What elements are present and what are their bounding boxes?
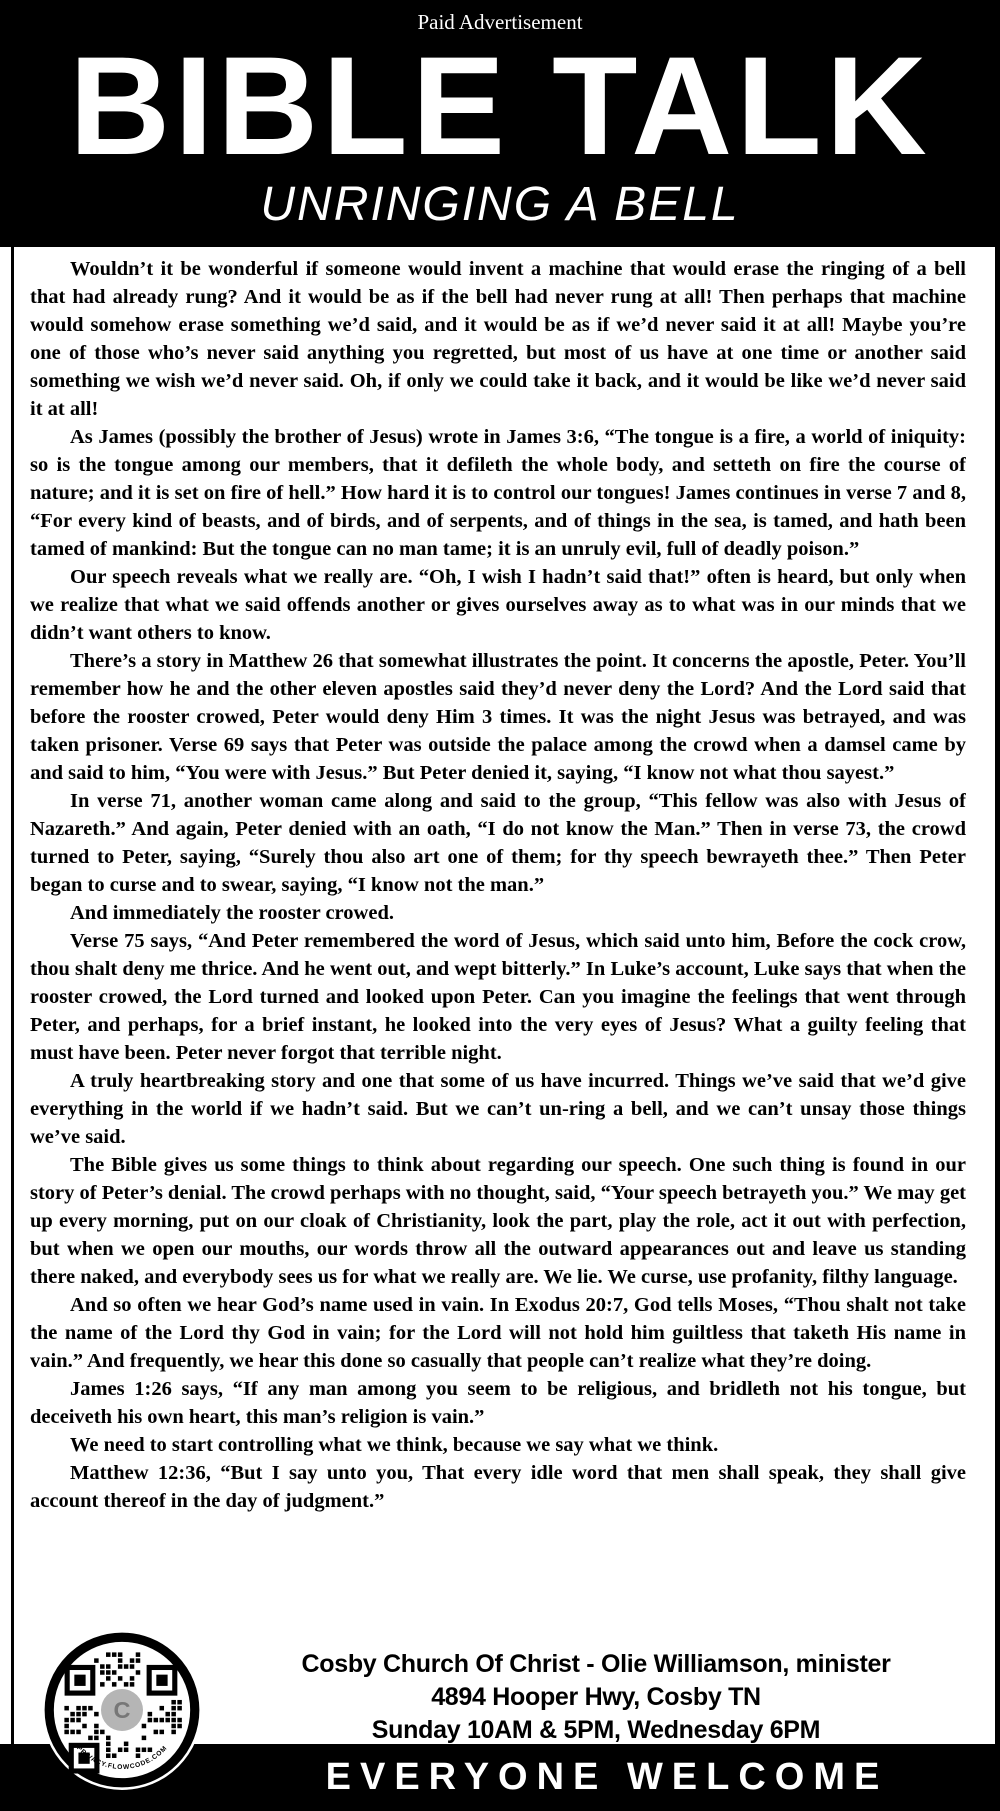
welcome-banner-label: EVERYONE WELCOME bbox=[325, 1756, 889, 1798]
contact-block bbox=[196, 1648, 996, 1747]
article-paragraph: A truly heartbreaking story and one that some of us have incurred. Things we’ve said that we’d give everything in the world if we hadn’t said. But we can’t un-ring a bell, and we can’t unsay those things we’ve said. bbox=[30, 1070, 966, 1148]
article-paragraph: Matthew 12:36, “But I say unto you, That every idle word that men shall speak, they shall give account thereof in the day of judgment.” bbox=[30, 1462, 966, 1512]
qr-code bbox=[40, 1628, 204, 1792]
page-title: BIBLE TALK bbox=[69, 27, 931, 184]
article-body bbox=[30, 255, 966, 1623]
qr-code-icon bbox=[40, 1628, 204, 1792]
contact-line-address: 4894 Hooper Hwy, Cosby TN bbox=[431, 1683, 761, 1711]
article-paragraph: The Bible gives us some things to think about regarding our speech. One such thing is found in our story of Peter’s denial. The crowd perhaps with no thought, said, “Your speech betrayeth you.” We may get up every morning, put on our cloak of Christianity, look the part, play the role, act it out with perfection, but when we open our mouths, our words throw all the outward appearances out and leave us standing there naked, and everybody sees us for what we really are. We lie. We curse, use profanity, filthy language. bbox=[30, 1154, 966, 1288]
header-band bbox=[0, 0, 1000, 247]
right-border-rule bbox=[995, 247, 1000, 1744]
left-border-rule bbox=[11, 247, 14, 1744]
article-paragraph: There’s a story in Matthew 26 that somewhat illustrates the point. It concerns the apostle, Peter. You’ll remember how he and the other eleven apostles said they’d never deny the Lord? And the Lord said that before the rooster crowed, Peter would deny Him 3 times. It was the night Jesus was betrayed, and was taken prisoner. Verse 69 says that Peter was outside the palace among the crowd when a damsel came by and said to him, “You were with Jesus.” But Peter denied it, saying, “I know not what thou sayest.” bbox=[30, 650, 966, 784]
article-paragraph: Our speech reveals what we really are. “Oh, I wish I hadn’t said that!” often is heard, but only when we realize that what we said offends another or gives ourselves away as to what was in our minds that we didn’t want others to know. bbox=[30, 566, 966, 644]
article-paragraph: And immediately the rooster crowed. bbox=[70, 902, 394, 924]
article-paragraph: And so often we hear God’s name used in vain. In Exodus 20:7, God tells Moses, “Thou shalt not take the name of the Lord thy God in vain; for the Lord will not hold him guiltless that taketh His name in vain.” And frequently, we hear this done so casually that people can’t realize what they’re doing. bbox=[30, 1294, 966, 1372]
article-paragraph: We need to start controlling what we think, because we say what we think. bbox=[70, 1434, 719, 1456]
article-paragraph: As James (possibly the brother of Jesus) wrote in James 3:6, “The tongue is a fire, a world of iniquity: so is the tongue among our members, that it defileth the whole body, and setteth on fire the course of nature; and it is set on fire of hell.” How hard it is to control our tongues! James continues in verse 7 and 8, “For every kind of beasts, and of birds, and of serpents, and of things in the sea, is tamed, and hath been tamed of mankind: But the tongue can no man tame; it is an unruly evil, full of deadly poison.” bbox=[30, 426, 966, 560]
contact-line-minister: Cosby Church Of Christ - Olie Williamson, minister bbox=[301, 1650, 891, 1678]
qr-center-letter: C bbox=[113, 1697, 131, 1724]
article-paragraph: James 1:26 says, “If any man among you seem to be religious, and bridleth not his tongue, but deceiveth his own heart, this man’s religion is vain.” bbox=[30, 1378, 966, 1428]
article-paragraph: Wouldn’t it be wonderful if someone would invent a machine that would erase the ringing of a bell that had already rung? And it would be as if the bell had never rung at all! Then perhaps that machine would somehow erase something we’d said, and it would be as if we’d never said it at all! Maybe you’re one of those who’s never said anything you regretted, but most of us have at one time or another said something we wish we’d never said. Oh, if only we could take it back, and it would be like we’d never said it at all! bbox=[30, 258, 966, 420]
contact-line-service-times: Sunday 10AM & 5PM, Wednesday 6PM bbox=[371, 1716, 821, 1744]
page-subtitle: UNRINGING A BELL bbox=[260, 178, 740, 231]
qr-arc-text: PRIVACY.FLOWCODE.COM bbox=[75, 1744, 169, 1772]
article-paragraph: Verse 75 says, “And Peter remembered the word of Jesus, which said unto him, Before the cock crow, thou shalt deny me thrice. And he went out, and wept bitterly.” In Luke’s account, Luke says that when the rooster crowed, the Lord turned and looked upon Peter. Can you imagine the feelings that went through Peter, and perhaps, for a brief instant, he looked into the very eyes of Jesus? What a guilty feeling that must have been. Peter never forgot that terrible night. bbox=[30, 930, 966, 1064]
article-paragraph: In verse 71, another woman came along and said to the group, “This fellow was also with Jesus of Nazareth.” And again, Peter denied with an oath, “I do not know the Man.” Then in verse 73, the crowd turned to Peter, saying, “Surely thou also art one of them; for thy speech bewrayeth thee.” Then Peter began to curse and to swear, saying, “I know not the man.” bbox=[30, 790, 966, 896]
paid-advertisement-label: Paid Advertisement bbox=[417, 10, 583, 34]
